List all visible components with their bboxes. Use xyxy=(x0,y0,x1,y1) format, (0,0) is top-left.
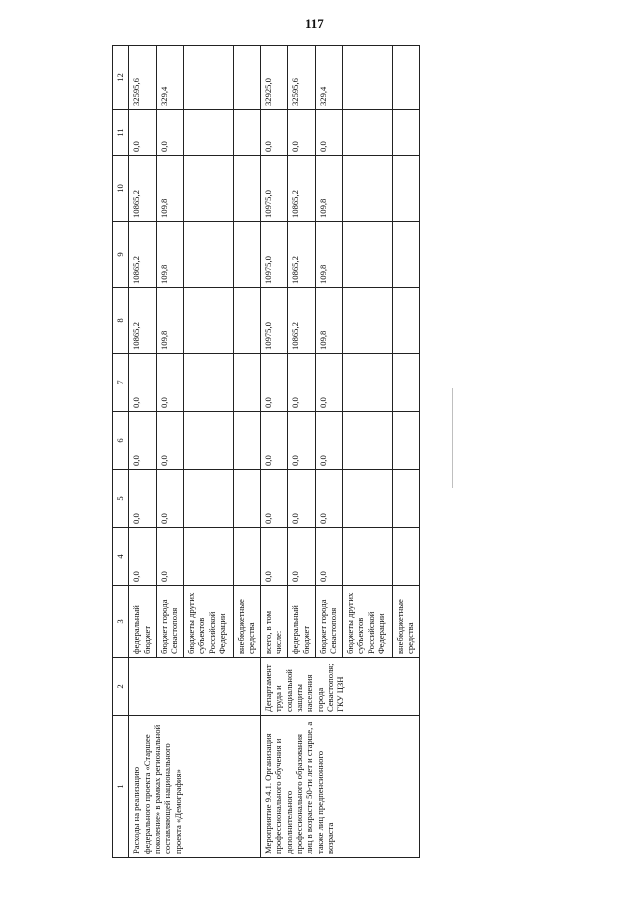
table-row xyxy=(129,46,156,858)
value-cell: 0,0 xyxy=(315,528,342,586)
value-cell: 0,0 xyxy=(129,470,156,528)
col-header: 11 xyxy=(113,110,129,156)
value-cell: 32595,6 xyxy=(129,46,156,110)
value-cell xyxy=(392,222,419,288)
col-header: 4 xyxy=(113,528,129,586)
value-cell: 109,8 xyxy=(156,222,183,288)
value-cell xyxy=(392,528,419,586)
value-cell xyxy=(392,470,419,528)
value-cell: 109,8 xyxy=(315,222,342,288)
value-cell xyxy=(343,110,392,156)
value-cell: 32925,0 xyxy=(260,46,287,110)
value-cell: 10975,0 xyxy=(260,288,287,354)
value-cell xyxy=(184,354,233,412)
value-cell xyxy=(233,354,260,412)
funding-source-cell: всего, в том числе: xyxy=(260,586,287,658)
value-cell xyxy=(184,528,233,586)
col-header: 12 xyxy=(113,46,129,110)
value-cell xyxy=(343,528,392,586)
value-cell xyxy=(343,222,392,288)
value-cell xyxy=(392,46,419,110)
value-cell: 10865,2 xyxy=(288,222,315,288)
value-cell: 0,0 xyxy=(288,528,315,586)
value-cell: 0,0 xyxy=(260,412,287,470)
value-cell xyxy=(343,354,392,412)
value-cell: 10975,0 xyxy=(260,222,287,288)
value-cell: 0,0 xyxy=(315,110,342,156)
value-cell xyxy=(233,412,260,470)
rotated-table-frame xyxy=(112,46,420,858)
divider-line xyxy=(452,388,453,488)
executor-cell: Департамент труда и социальной защиты населения города Севастополя; ГКУ ЦЗН xyxy=(260,658,419,716)
header-row xyxy=(113,46,129,858)
activity-name-cell: Расходы на реализацию федерального проекта «Старшее поколение» в рамках региональной составляющей национального проекта «Демография» xyxy=(129,716,261,858)
page-number: 117 xyxy=(305,16,324,31)
funding-source-cell: бюджет города Севастополя xyxy=(315,586,342,658)
funding-source-cell: внебюджетные средства xyxy=(392,586,419,658)
value-cell: 0,0 xyxy=(288,470,315,528)
budget-table xyxy=(112,45,420,858)
value-cell xyxy=(233,470,260,528)
value-cell: 329,4 xyxy=(315,46,342,110)
value-cell: 0,0 xyxy=(156,354,183,412)
funding-source-cell: федеральный бюджет xyxy=(288,586,315,658)
value-cell: 0,0 xyxy=(315,470,342,528)
value-cell: 0,0 xyxy=(129,354,156,412)
value-cell xyxy=(233,156,260,222)
value-cell: 32595,6 xyxy=(288,46,315,110)
value-cell xyxy=(392,354,419,412)
value-cell xyxy=(392,412,419,470)
value-cell: 10865,2 xyxy=(129,156,156,222)
value-cell: 109,8 xyxy=(315,156,342,222)
funding-source-cell: внебюджетные средства xyxy=(233,586,260,658)
activity-name-cell: Мероприятие 9.4.1. Организация профессионального обучения и дополнительного профессионального образования лиц в возрасте 50-ти лет и старше, а также лиц предпенсионного возраста xyxy=(260,716,419,858)
value-cell xyxy=(392,110,419,156)
col-header: 1 xyxy=(113,716,129,858)
value-cell xyxy=(233,46,260,110)
col-header: 7 xyxy=(113,354,129,412)
value-cell: 109,8 xyxy=(156,156,183,222)
value-cell: 0,0 xyxy=(129,110,156,156)
value-cell xyxy=(184,110,233,156)
col-header: 6 xyxy=(113,412,129,470)
table-row xyxy=(260,46,287,858)
value-cell xyxy=(392,156,419,222)
value-cell: 0,0 xyxy=(129,412,156,470)
value-cell xyxy=(233,528,260,586)
value-cell xyxy=(184,222,233,288)
funding-source-cell: бюджеты других субъектов Российской Федерации xyxy=(343,586,392,658)
funding-source-cell: бюджеты других субъектов Российской Федерации xyxy=(184,586,233,658)
value-cell xyxy=(184,156,233,222)
value-cell xyxy=(184,46,233,110)
value-cell: 0,0 xyxy=(260,528,287,586)
value-cell xyxy=(343,470,392,528)
value-cell: 0,0 xyxy=(260,354,287,412)
executor-cell xyxy=(129,658,261,716)
value-cell xyxy=(233,110,260,156)
value-cell xyxy=(392,288,419,354)
value-cell: 0,0 xyxy=(288,354,315,412)
value-cell xyxy=(343,288,392,354)
col-header: 9 xyxy=(113,222,129,288)
value-cell: 0,0 xyxy=(288,110,315,156)
value-cell: 109,8 xyxy=(315,288,342,354)
value-cell: 0,0 xyxy=(156,412,183,470)
col-header: 8 xyxy=(113,288,129,354)
value-cell xyxy=(233,222,260,288)
value-cell: 0,0 xyxy=(260,470,287,528)
col-header: 5 xyxy=(113,470,129,528)
value-cell: 10865,2 xyxy=(129,288,156,354)
funding-source-cell: федеральный бюджет xyxy=(129,586,156,658)
value-cell: 0,0 xyxy=(315,412,342,470)
value-cell: 0,0 xyxy=(288,412,315,470)
col-header: 2 xyxy=(113,658,129,716)
value-cell: 10865,2 xyxy=(129,222,156,288)
col-header: 10 xyxy=(113,156,129,222)
value-cell xyxy=(343,412,392,470)
value-cell: 0,0 xyxy=(156,528,183,586)
value-cell xyxy=(343,156,392,222)
value-cell: 0,0 xyxy=(129,528,156,586)
value-cell: 10865,2 xyxy=(288,156,315,222)
value-cell: 10975,0 xyxy=(260,156,287,222)
value-cell: 0,0 xyxy=(260,110,287,156)
value-cell xyxy=(233,288,260,354)
value-cell: 109,8 xyxy=(156,288,183,354)
value-cell: 0,0 xyxy=(156,110,183,156)
value-cell: 10865,2 xyxy=(288,288,315,354)
value-cell: 0,0 xyxy=(156,470,183,528)
table-body xyxy=(129,46,420,858)
value-cell xyxy=(184,412,233,470)
value-cell xyxy=(343,46,392,110)
col-header: 3 xyxy=(113,586,129,658)
value-cell xyxy=(184,470,233,528)
value-cell xyxy=(184,288,233,354)
value-cell: 0,0 xyxy=(315,354,342,412)
value-cell: 329,4 xyxy=(156,46,183,110)
funding-source-cell: бюджет города Севастополя xyxy=(156,586,183,658)
